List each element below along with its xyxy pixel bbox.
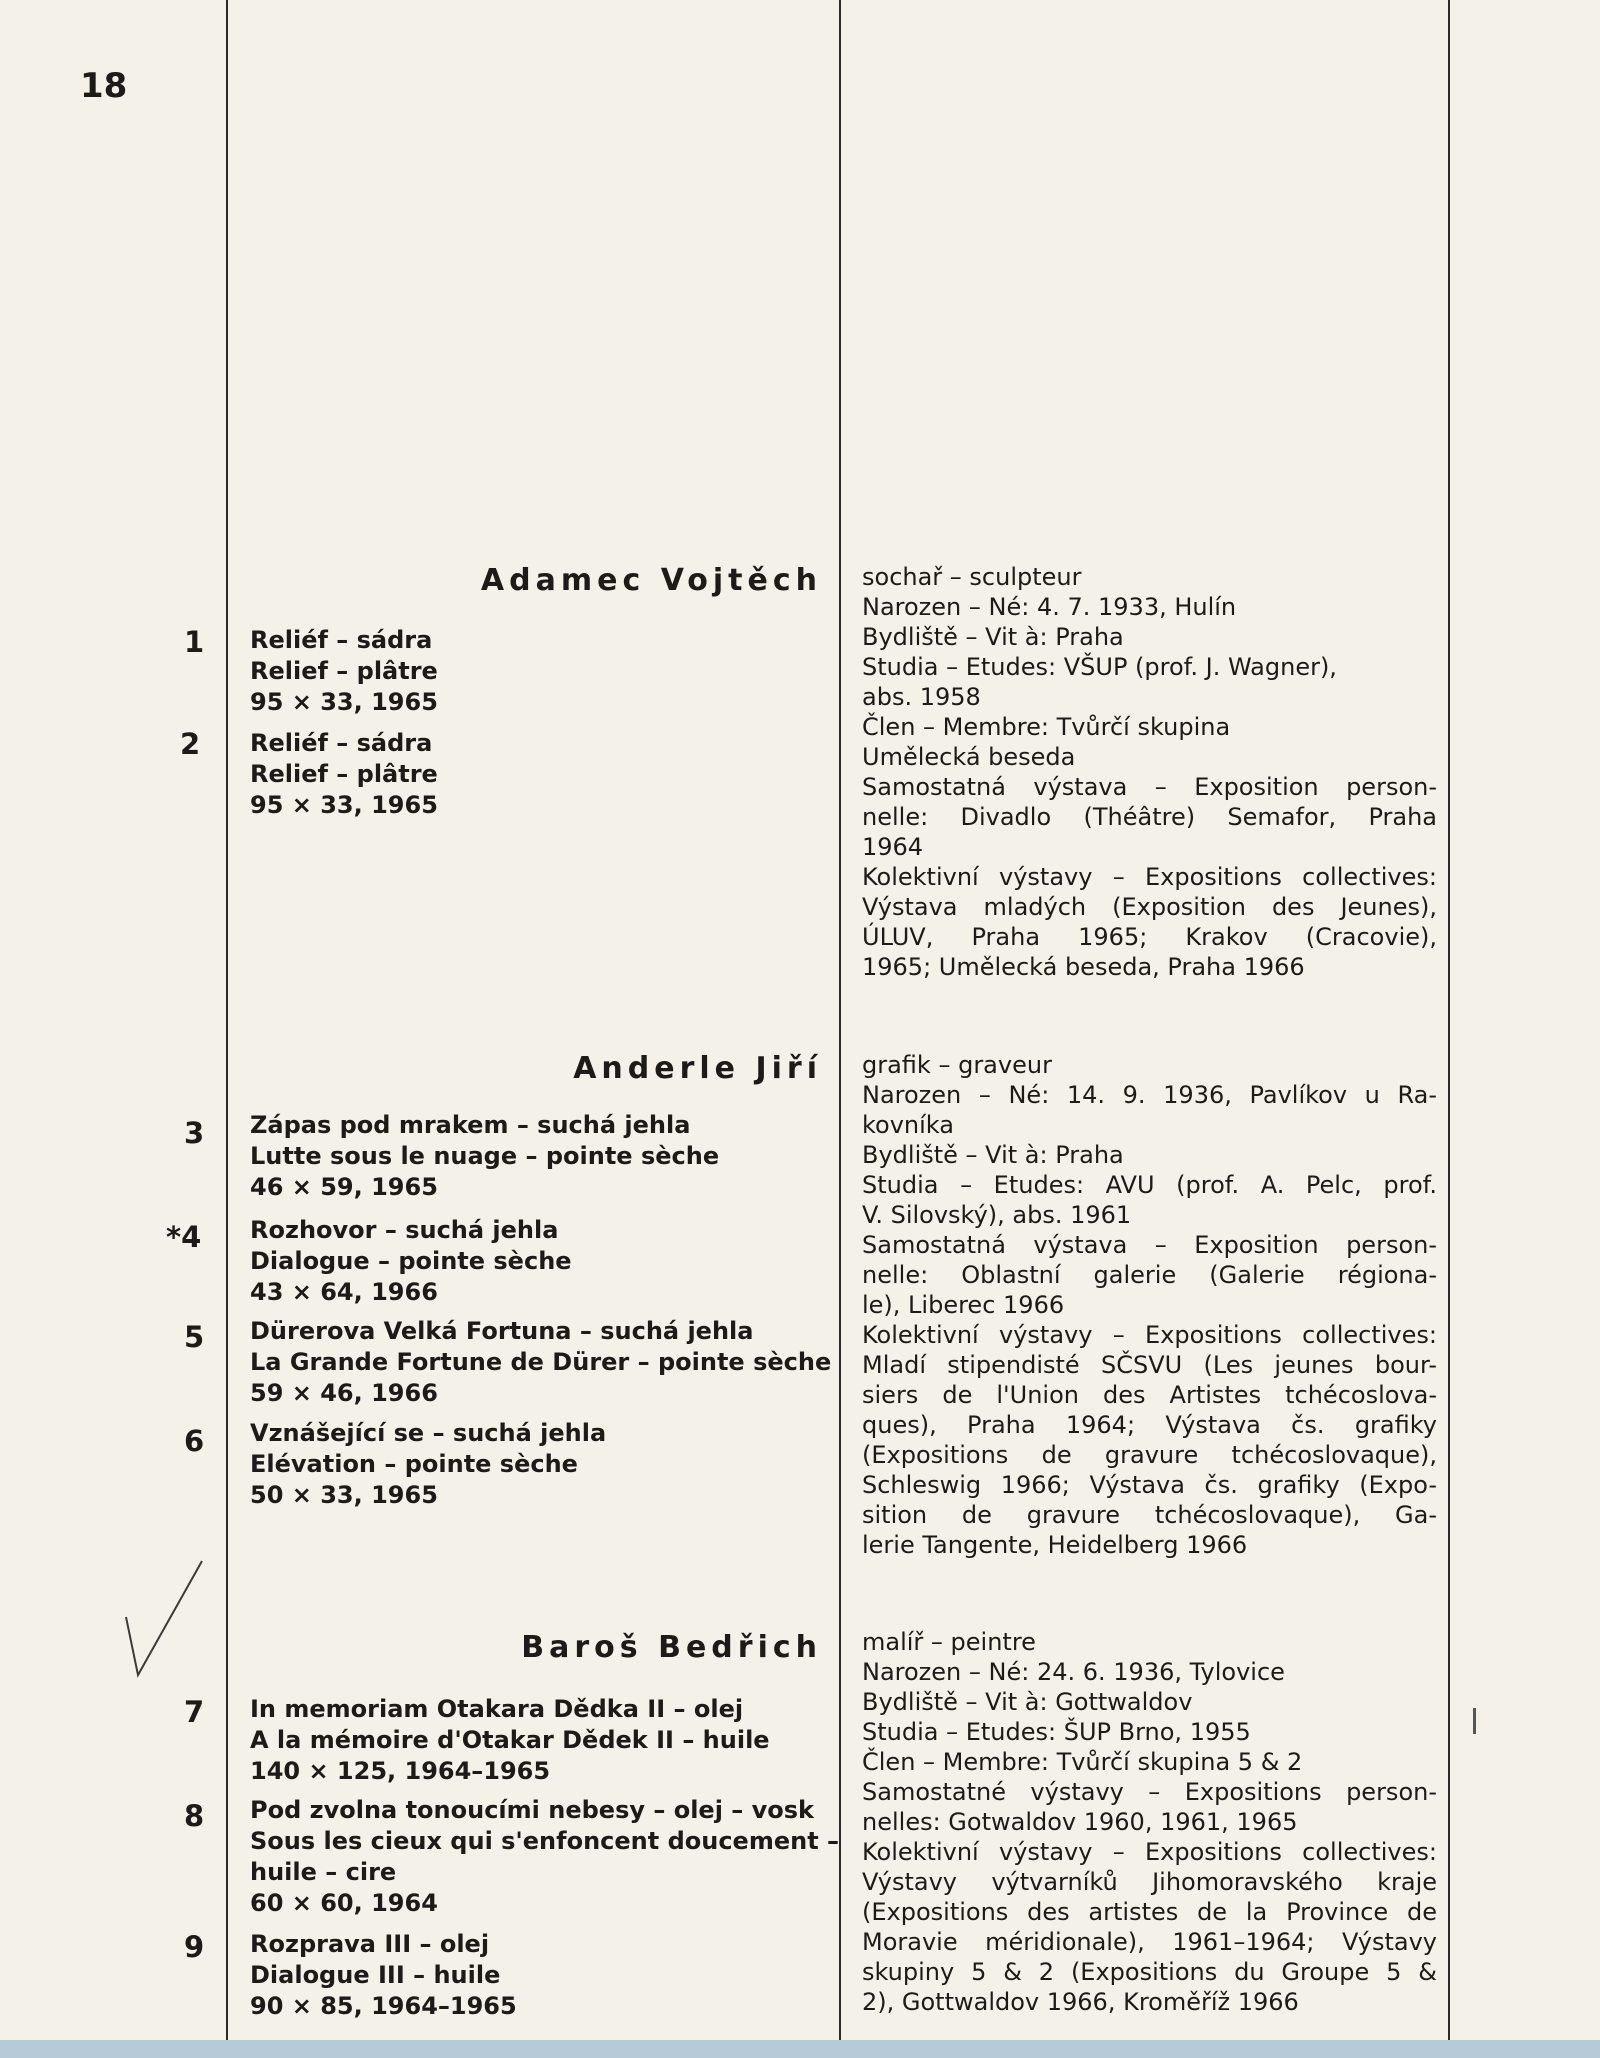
work-dimensions-year: 59 × 46, 1966	[250, 1379, 438, 1407]
bio-line: Kolektivní výstavy – Expositions collectives:	[862, 863, 1437, 891]
work-entry	[250, 1929, 517, 2022]
bio-line: Člen – Membre: Tvůrčí skupina	[862, 713, 1231, 741]
work-title-french: Relief – plâtre	[250, 760, 438, 788]
work-title-czech: Rozhovor – suchá jehla	[250, 1216, 559, 1244]
work-dimensions-year: 95 × 33, 1965	[250, 688, 438, 716]
bio-line: nelles: Gotwaldov 1960, 1961, 1965	[862, 1808, 1298, 1836]
bio-line: Moravie méridionale), 1961–1964; Výstavy	[862, 1928, 1437, 1956]
work-entry	[250, 1418, 606, 1511]
work-title-french: Lutte sous le nuage – pointe sèche	[250, 1142, 720, 1170]
work-entry	[250, 1110, 719, 1203]
artist-biography	[862, 562, 1437, 982]
artist-name: Adamec Vojtěch	[480, 563, 822, 598]
work-number: 1	[184, 625, 205, 659]
bio-line: abs. 1958	[862, 683, 981, 711]
work-number: 7	[184, 1695, 205, 1729]
bio-line: Narozen – Né: 14. 9. 1936, Pavlíkov u Ra-	[862, 1081, 1437, 1109]
work-title-czech: Pod zvolna tonoucími nebesy – olej – vosk	[250, 1796, 815, 1824]
work-number: 2	[180, 727, 201, 761]
work-number: 9	[184, 1930, 205, 1964]
scan-bottom-edge	[0, 2040, 1600, 2058]
work-title-french-continued: huile – cire	[250, 1858, 397, 1886]
page-number: 18	[80, 66, 128, 106]
work-number: 6	[184, 1424, 205, 1458]
bio-line: Člen – Membre: Tvůrčí skupina 5 & 2	[862, 1748, 1303, 1776]
bio-line: sition de gravure tchécoslovaque), Ga-	[862, 1501, 1437, 1529]
work-title-czech: Reliéf – sádra	[250, 626, 433, 654]
bio-line: ÚLUV, Praha 1965; Krakov (Cracovie),	[862, 923, 1437, 951]
bio-line: Výstavy výtvarníků Jihomoravského kraje	[862, 1868, 1437, 1896]
bio-line: malíř – peintre	[862, 1628, 1036, 1656]
artist-name: Anderle Jiří	[573, 1051, 822, 1086]
bio-line: nelle: Oblastní galerie (Galerie régiona-	[862, 1261, 1437, 1289]
bio-line: 1964	[862, 833, 924, 861]
work-title-french: Dialogue – pointe sèche	[250, 1247, 572, 1275]
bio-line: (Expositions de gravure tchécoslovaque),	[862, 1441, 1437, 1469]
bio-line: skupiny 5 & 2 (Expositions du Groupe 5 &	[862, 1958, 1437, 1986]
work-dimensions-year: 43 × 64, 1966	[250, 1278, 438, 1306]
bio-line: grafik – graveur	[862, 1051, 1052, 1079]
work-title-czech: Rozprava III – olej	[250, 1930, 490, 1958]
bio-line: Samostatné výstavy – Expositions person-	[862, 1778, 1437, 1806]
artist-biography	[862, 1050, 1437, 1560]
bio-line: Narozen – Né: 24. 6. 1936, Tylovice	[862, 1658, 1285, 1686]
bio-line: Studia – Etudes: AVU (prof. A. Pelc, prof.	[862, 1171, 1437, 1199]
bio-line: ques), Praha 1964; Výstava čs. grafiky	[862, 1411, 1437, 1439]
bio-line: Bydliště – Vit à: Gottwaldov	[862, 1688, 1193, 1716]
column-rule-middle	[839, 0, 841, 2040]
work-dimensions-year: 60 × 60, 1964	[250, 1889, 438, 1917]
work-dimensions-year: 50 × 33, 1965	[250, 1481, 438, 1509]
work-dimensions-year: 90 × 85, 1964–1965	[250, 1992, 517, 2020]
bio-line: sochař – sculpteur	[862, 563, 1082, 591]
pencil-tick-mark	[1473, 1708, 1476, 1734]
bio-line: Studia – Etudes: ŠUP Brno, 1955	[862, 1718, 1251, 1746]
bio-line: (Expositions des artistes de la Province de	[862, 1898, 1437, 1926]
bio-line: Bydliště – Vit à: Praha	[862, 1141, 1124, 1169]
work-title-french: Relief – plâtre	[250, 657, 438, 685]
work-number: *4	[166, 1220, 202, 1254]
work-number: 8	[184, 1799, 205, 1833]
work-entry	[250, 728, 438, 821]
bio-line: kovníka	[862, 1111, 954, 1139]
column-rule-right	[1448, 0, 1450, 2040]
work-title-czech: In memoriam Otakara Dědka II – olej	[250, 1695, 744, 1723]
bio-line: nelle: Divadlo (Théâtre) Semafor, Praha	[862, 803, 1437, 831]
work-title-czech: Vznášející se – suchá jehla	[250, 1419, 607, 1447]
bio-line: Mladí stipendisté SČSVU (Les jeunes bour-	[862, 1351, 1437, 1379]
bio-line: 1965; Umělecká beseda, Praha 1966	[862, 953, 1305, 981]
work-title-czech: Zápas pod mrakem – suchá jehla	[250, 1111, 691, 1139]
bio-line: 2), Gottwaldov 1966, Kroměříž 1966	[862, 1988, 1299, 2016]
work-dimensions-year: 95 × 33, 1965	[250, 791, 438, 819]
bio-line: V. Silovský), abs. 1961	[862, 1201, 1132, 1229]
work-title-french: Sous les cieux qui s'enfoncent doucement –	[250, 1827, 840, 1855]
work-number: 5	[184, 1320, 205, 1354]
bio-line: siers de l'Union des Artistes tchécoslova-	[862, 1381, 1437, 1409]
work-title-czech: Dürerova Velká Fortuna – suchá jehla	[250, 1317, 754, 1345]
column-rule-left	[226, 0, 228, 2040]
work-dimensions-year: 140 × 125, 1964–1965	[250, 1757, 551, 1785]
bio-line: Výstava mladých (Exposition des Jeunes),	[862, 893, 1437, 921]
bio-line: Kolektivní výstavy – Expositions collectives:	[862, 1321, 1437, 1349]
bio-line: Schleswig 1966; Výstava čs. grafiky (Expo-	[862, 1471, 1437, 1499]
work-title-french: La Grande Fortune de Dürer – pointe sèche	[250, 1348, 832, 1376]
work-number: 3	[184, 1116, 205, 1150]
work-title-french: A la mémoire d'Otakar Dědek II – huile	[250, 1726, 770, 1754]
work-entry	[250, 1694, 770, 1787]
work-title-french: Elévation – pointe sèche	[250, 1450, 578, 1478]
artist-biography	[862, 1627, 1437, 2017]
bio-line: Kolektivní výstavy – Expositions collectives:	[862, 1838, 1437, 1866]
work-title-french: Dialogue III – huile	[250, 1961, 501, 1989]
work-entry	[250, 1215, 572, 1308]
work-entry	[250, 1795, 839, 1919]
bio-line: Bydliště – Vit à: Praha	[862, 623, 1124, 651]
work-entry	[250, 625, 438, 718]
work-title-czech: Reliéf – sádra	[250, 729, 433, 757]
work-entry	[250, 1316, 831, 1409]
bio-line: Umělecká beseda	[862, 743, 1076, 771]
pencil-check-mark	[120, 1555, 210, 1685]
bio-line: Narozen – Né: 4. 7. 1933, Hulín	[862, 593, 1237, 621]
work-dimensions-year: 46 × 59, 1965	[250, 1173, 438, 1201]
bio-line: Studia – Etudes: VŠUP (prof. J. Wagner),	[862, 653, 1337, 681]
artist-name: Baroš Bedřich	[521, 1630, 822, 1665]
bio-line: le), Liberec 1966	[862, 1291, 1065, 1319]
bio-line: Samostatná výstava – Exposition person-	[862, 773, 1437, 801]
bio-line: Samostatná výstava – Exposition person-	[862, 1231, 1437, 1259]
bio-line: lerie Tangente, Heidelberg 1966	[862, 1531, 1248, 1559]
